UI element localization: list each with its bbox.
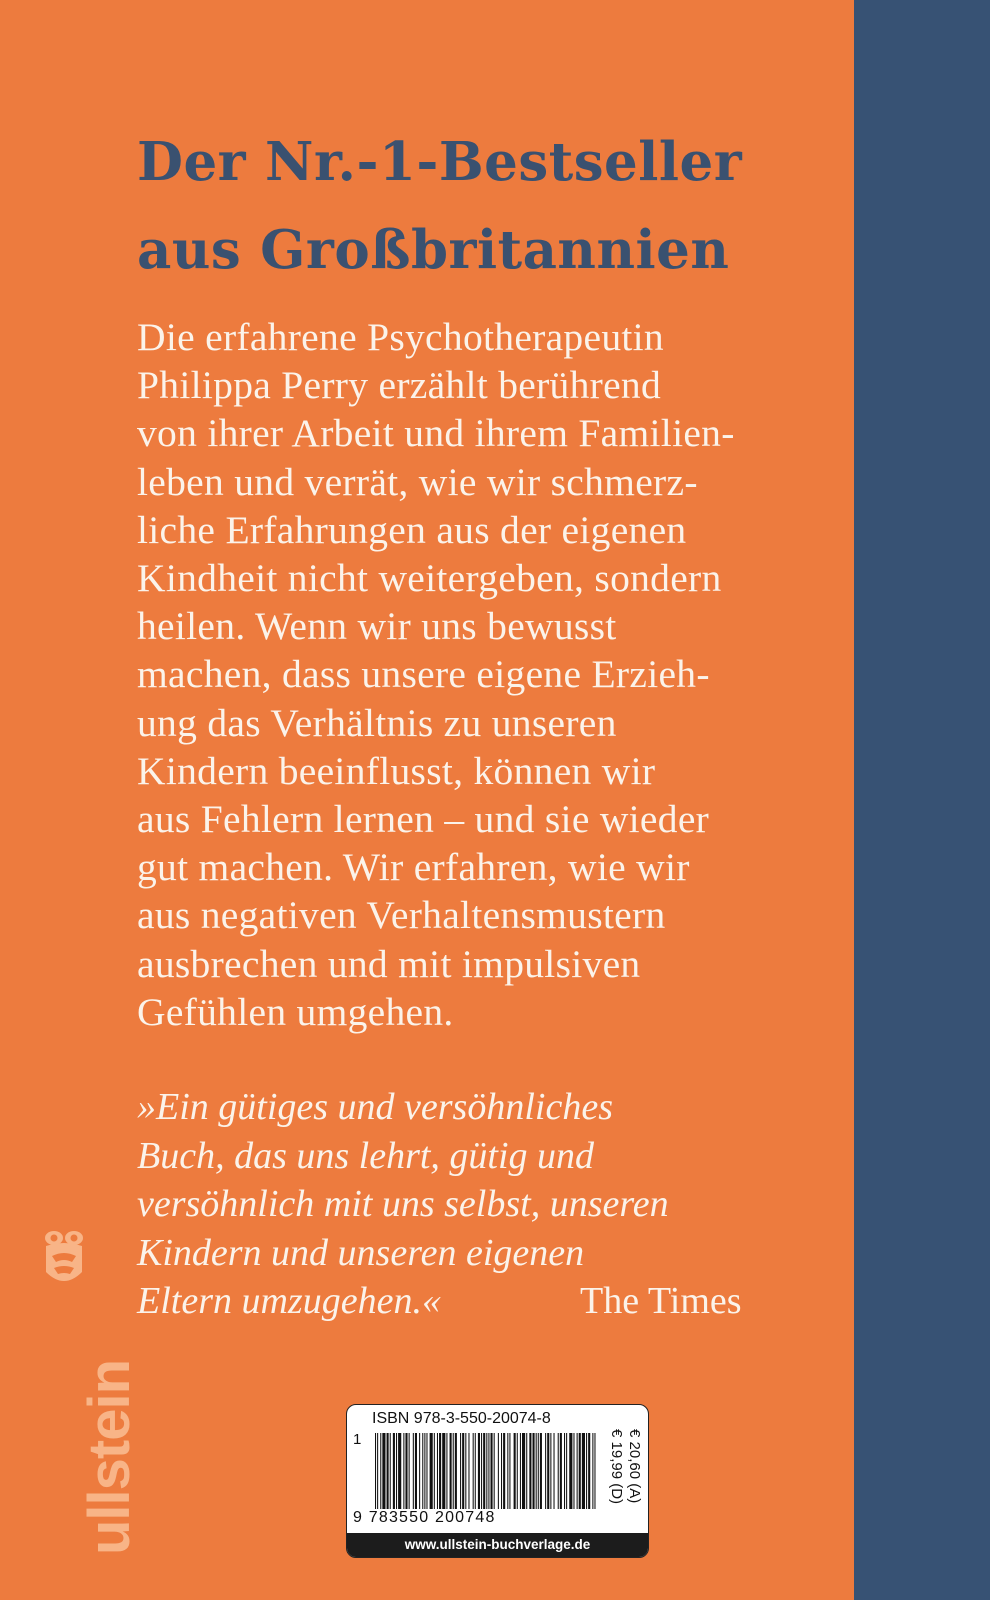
- blurb-line: machen, dass unsere eigene Erzieh-: [137, 652, 710, 697]
- publisher-website: www.ullstein-buchverlage.de: [347, 1533, 648, 1557]
- quote-line: Kindern und unseren eigenen: [137, 1231, 585, 1274]
- owl-icon: [42, 1228, 86, 1290]
- publisher-logo-text: ullstein: [77, 1359, 142, 1555]
- quote-line: Buch, das uns lehrt, gütig und: [137, 1134, 595, 1177]
- blurb-line: Die erfahrene Psychotherapeutin: [137, 315, 664, 359]
- blurb-line: aus negativen Verhaltensmustern: [137, 893, 666, 938]
- quote-line: »Ein gütiges und versöhnliches: [137, 1086, 613, 1128]
- headline: [137, 118, 837, 294]
- blurb-line: gut machen. Wir erfahren, wie wir: [137, 845, 690, 890]
- barcode-bars: [375, 1433, 599, 1509]
- quote-source: The Times: [580, 1280, 742, 1322]
- price-germany: € 19,99 (D): [608, 1429, 625, 1505]
- barcode-digits: 9 783550 200748: [353, 1509, 496, 1526]
- barcode-label: [346, 1404, 649, 1558]
- book-spine: [854, 0, 990, 1600]
- blurb-line: ausbrechen und mit impulsiven: [137, 941, 641, 986]
- blurb-line: ung das Verhältnis zu unseren: [137, 700, 617, 745]
- blurb-line: heilen. Wenn wir uns bewusst: [137, 604, 617, 649]
- headline-line: Der Nr.-1-Bestseller: [137, 131, 743, 193]
- blurb-line: aus Fehlern lernen – und sie wieder: [137, 797, 710, 842]
- quote-line: versöhnlich mit uns selbst, unseren: [137, 1183, 669, 1225]
- blurb-line: Gefühlen umgehen.: [137, 989, 454, 1034]
- blurb-line: Kindern beeinflusst, können wir: [137, 748, 656, 793]
- headline-line: aus Großbritannien: [137, 219, 730, 281]
- blurb-line: Kindheit nicht weitergeben, sondern: [137, 556, 722, 601]
- blurb-text: [137, 313, 837, 1036]
- price-austria: € 20,60 (A): [626, 1429, 643, 1504]
- price-column: [603, 1429, 643, 1533]
- barcode-lead-digit: 1: [353, 1431, 362, 1448]
- isbn-number: ISBN 978-3-550-20074-8: [372, 1410, 551, 1427]
- blurb-line: Philippa Perry erzählt berührend: [137, 363, 662, 408]
- quote-line: Eltern umzugehen.«: [137, 1280, 441, 1322]
- blurb-line: leben und verrät, wie wir schmerz-: [137, 459, 698, 504]
- blurb-line: liche Erfahrungen aus der eigenen: [137, 507, 687, 552]
- blurb-line: von ihrer Arbeit und ihrem Familien-: [137, 411, 735, 456]
